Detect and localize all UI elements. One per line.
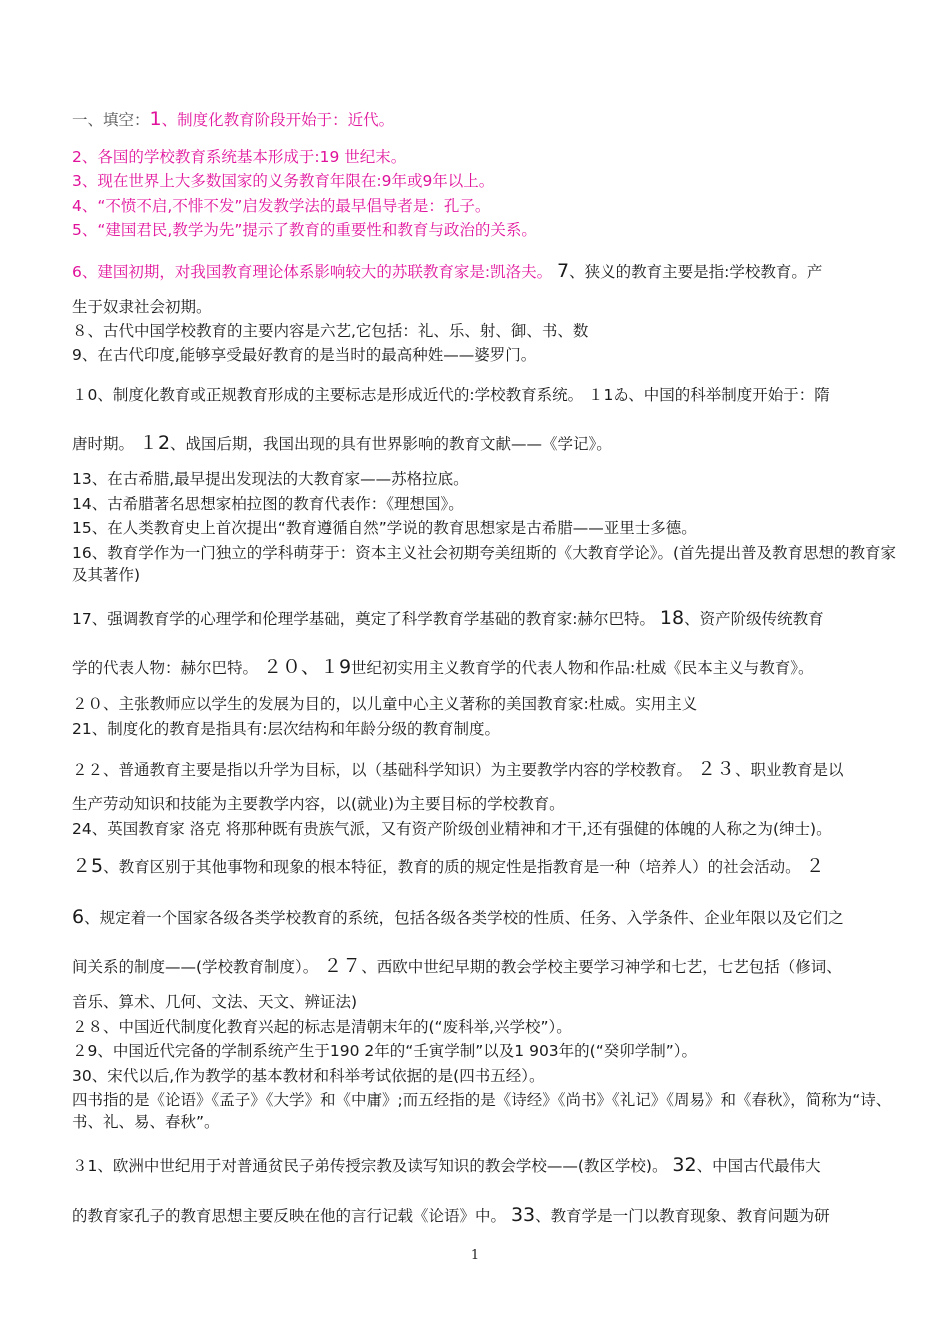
item-number: 32	[672, 1154, 697, 1176]
line-text: 6、建国初期，对我国教育理论体系影响较大的苏联教育家是:凯洛夫。	[72, 263, 553, 281]
line-6	[72, 260, 908, 283]
line-22: 24、英国教育家 洛克 将那种既有贵族气派，又有资产阶级创业精神和才干,还有强健的体魄的人称之为(绅士)。	[72, 820, 832, 838]
line-text: 、制度化教育阶段开始于：近代。	[161, 111, 395, 129]
line-24	[72, 906, 908, 929]
line-text: 、中国古代最伟大	[696, 1157, 821, 1175]
line-18: ２０、主张教师应以学生的发展为目的，以儿童中心主义著称的美国教育家:杜威。实用主义	[72, 695, 698, 713]
line-4: 4、“不愤不启,不悱不发”启发教学法的最早倡导者是：孔子。	[72, 197, 491, 215]
section-label: 一、填空：	[72, 111, 150, 129]
line-26: 音乐、算术、几何、文法、天文、辨证法)	[72, 993, 358, 1011]
line-text: 唐时期。	[72, 435, 135, 453]
line-text: 、教育区别于其他事物和现象的根本特征，教育的质的规定性是指教育是一种（培养人）的社会活动。	[103, 858, 801, 876]
line-8: ８、古代中国学校教育的主要内容是六艺,它包括：礼、乐、射、御、书、数	[72, 322, 589, 340]
item-number: 7	[557, 260, 570, 282]
item-number: ２３	[696, 758, 735, 780]
line-3: 3、现在世界上大多数国家的义务教育年限在:9年或9年以上。	[72, 172, 495, 190]
line-23	[72, 855, 908, 878]
line-31	[72, 1154, 908, 1177]
line-9: 9、在古代印度,能够享受最好教育的是当时的最高种姓——婆罗门。	[72, 346, 537, 364]
item-number: 33	[510, 1204, 536, 1226]
line-7: 生于奴隶社会初期。	[72, 298, 212, 316]
line-17	[72, 656, 908, 679]
line-text: 学的代表人物：赫尔巴特。	[72, 659, 259, 677]
line-30: 四书指的是《论语》《孟子》《大学》和《中庸》;而五经指的是《诗经》《尚书》《礼记》《周易》和《春秋》，简称为“诗、书、礼、易、春秋”。	[72, 1091, 892, 1131]
item-number: ２	[805, 855, 825, 877]
page-number: 1	[470, 1248, 480, 1263]
line-12: 13、在古希腊,最早提出发现法的大教育家——苏格拉底。	[72, 470, 469, 488]
line-32	[72, 1204, 908, 1227]
line-21: 生产劳动知识和技能为主要教学内容，以(就业)为主要目标的学校教育。	[72, 795, 565, 813]
line-10: １0、制度化教育或正规教育形成的主要标志是形成近代的:学校教育系统。 １1ゐ、中国的科举制度开始于：隋	[72, 386, 830, 404]
line-16	[72, 607, 908, 630]
item-number: １2	[138, 432, 171, 454]
line-text: 17、强调教育学的心理学和伦理学基础，奠定了科学教育学基础的教育家:赫尔巴特。	[72, 610, 655, 628]
line-text: 间关系的制度——(学校教育制度）。	[72, 958, 319, 976]
line-text: 、西欧中世纪早期的教会学校主要学习神学和七艺，七艺包括（修词、	[361, 958, 842, 976]
line-text: 、职业教育是以	[734, 761, 844, 779]
line-1	[72, 108, 908, 131]
item-number: 6	[72, 906, 85, 928]
line-20	[72, 758, 908, 781]
item-number: 18	[659, 607, 685, 629]
line-27: ２８、中国近代制度化教育兴起的标志是清朝末年的(“废科举,兴学校”）。	[72, 1018, 572, 1036]
line-5: 5、“建国君民,教学为先”提示了教育的重要性和教育与政治的关系。	[72, 221, 537, 239]
item-number: ２5	[72, 855, 104, 877]
line-text: ３1、欧洲中世纪用于对普通贫民子弟传授宗教及读写知识的教会学校——(教区学校)。	[72, 1157, 668, 1175]
line-text: 、规定着一个国家各级各类学校教育的系统，包括各级各类学校的性质、任务、入学条件、企业年限以及它们之	[84, 909, 844, 927]
line-2: 2、各国的学校教育系统基本形成于:19 世纪末。	[72, 148, 407, 166]
line-text: ２２、普通教育主要是指以升学为目标，以（基础科学知识）为主要教学内容的学校教育。	[72, 761, 693, 779]
line-29: 30、宋代以后,作为教学的基本教材和科举考试依据的是(四书五经）。	[72, 1067, 545, 1085]
line-text: 、教育学是一门以教育现象、教育问题为研	[535, 1207, 830, 1225]
line-14: 15、在人类教育史上首次提出“教育遵循自然”学说的教育思想家是古希腊——亚里士多德。	[72, 519, 697, 537]
line-28: ２9、中国近代完备的学制系统产生于190 2年的“壬寅学制”以及1 903年的(“癸卯学制”）。	[72, 1042, 698, 1060]
line-25	[72, 955, 908, 978]
item-number: ２７	[323, 955, 362, 977]
line-13: 14、古希腊著名思想家柏拉图的教育代表作：《理想国》。	[72, 495, 464, 513]
item-number: 1	[149, 108, 162, 130]
line-11	[72, 432, 908, 455]
line-text: 世纪初实用主义教育学的代表人物和作品:杜威《民本主义与教育》。	[351, 659, 814, 677]
line-text: 的教育家孔子的教育思想主要反映在他的言行记载《论语》中。	[72, 1207, 507, 1225]
item-number: ２０、１9	[262, 656, 352, 678]
line-text: 、狭义的教育主要是指:学校教育。产	[569, 263, 823, 281]
line-15: 16、教育学作为一门独立的学科萌芽于：资本主义社会初期夸美纽斯的《大教育学论》。(首先提出普及教育思想的教育家及其著作)	[72, 544, 897, 584]
line-text: 、战国后期，我国出现的具有世界影响的教育文献——《学记》。	[170, 435, 612, 453]
line-text: 、资产阶级传统教育	[684, 610, 824, 628]
line-19: 21、制度化的教育是指具有:层次结构和年龄分级的教育制度。	[72, 720, 500, 738]
